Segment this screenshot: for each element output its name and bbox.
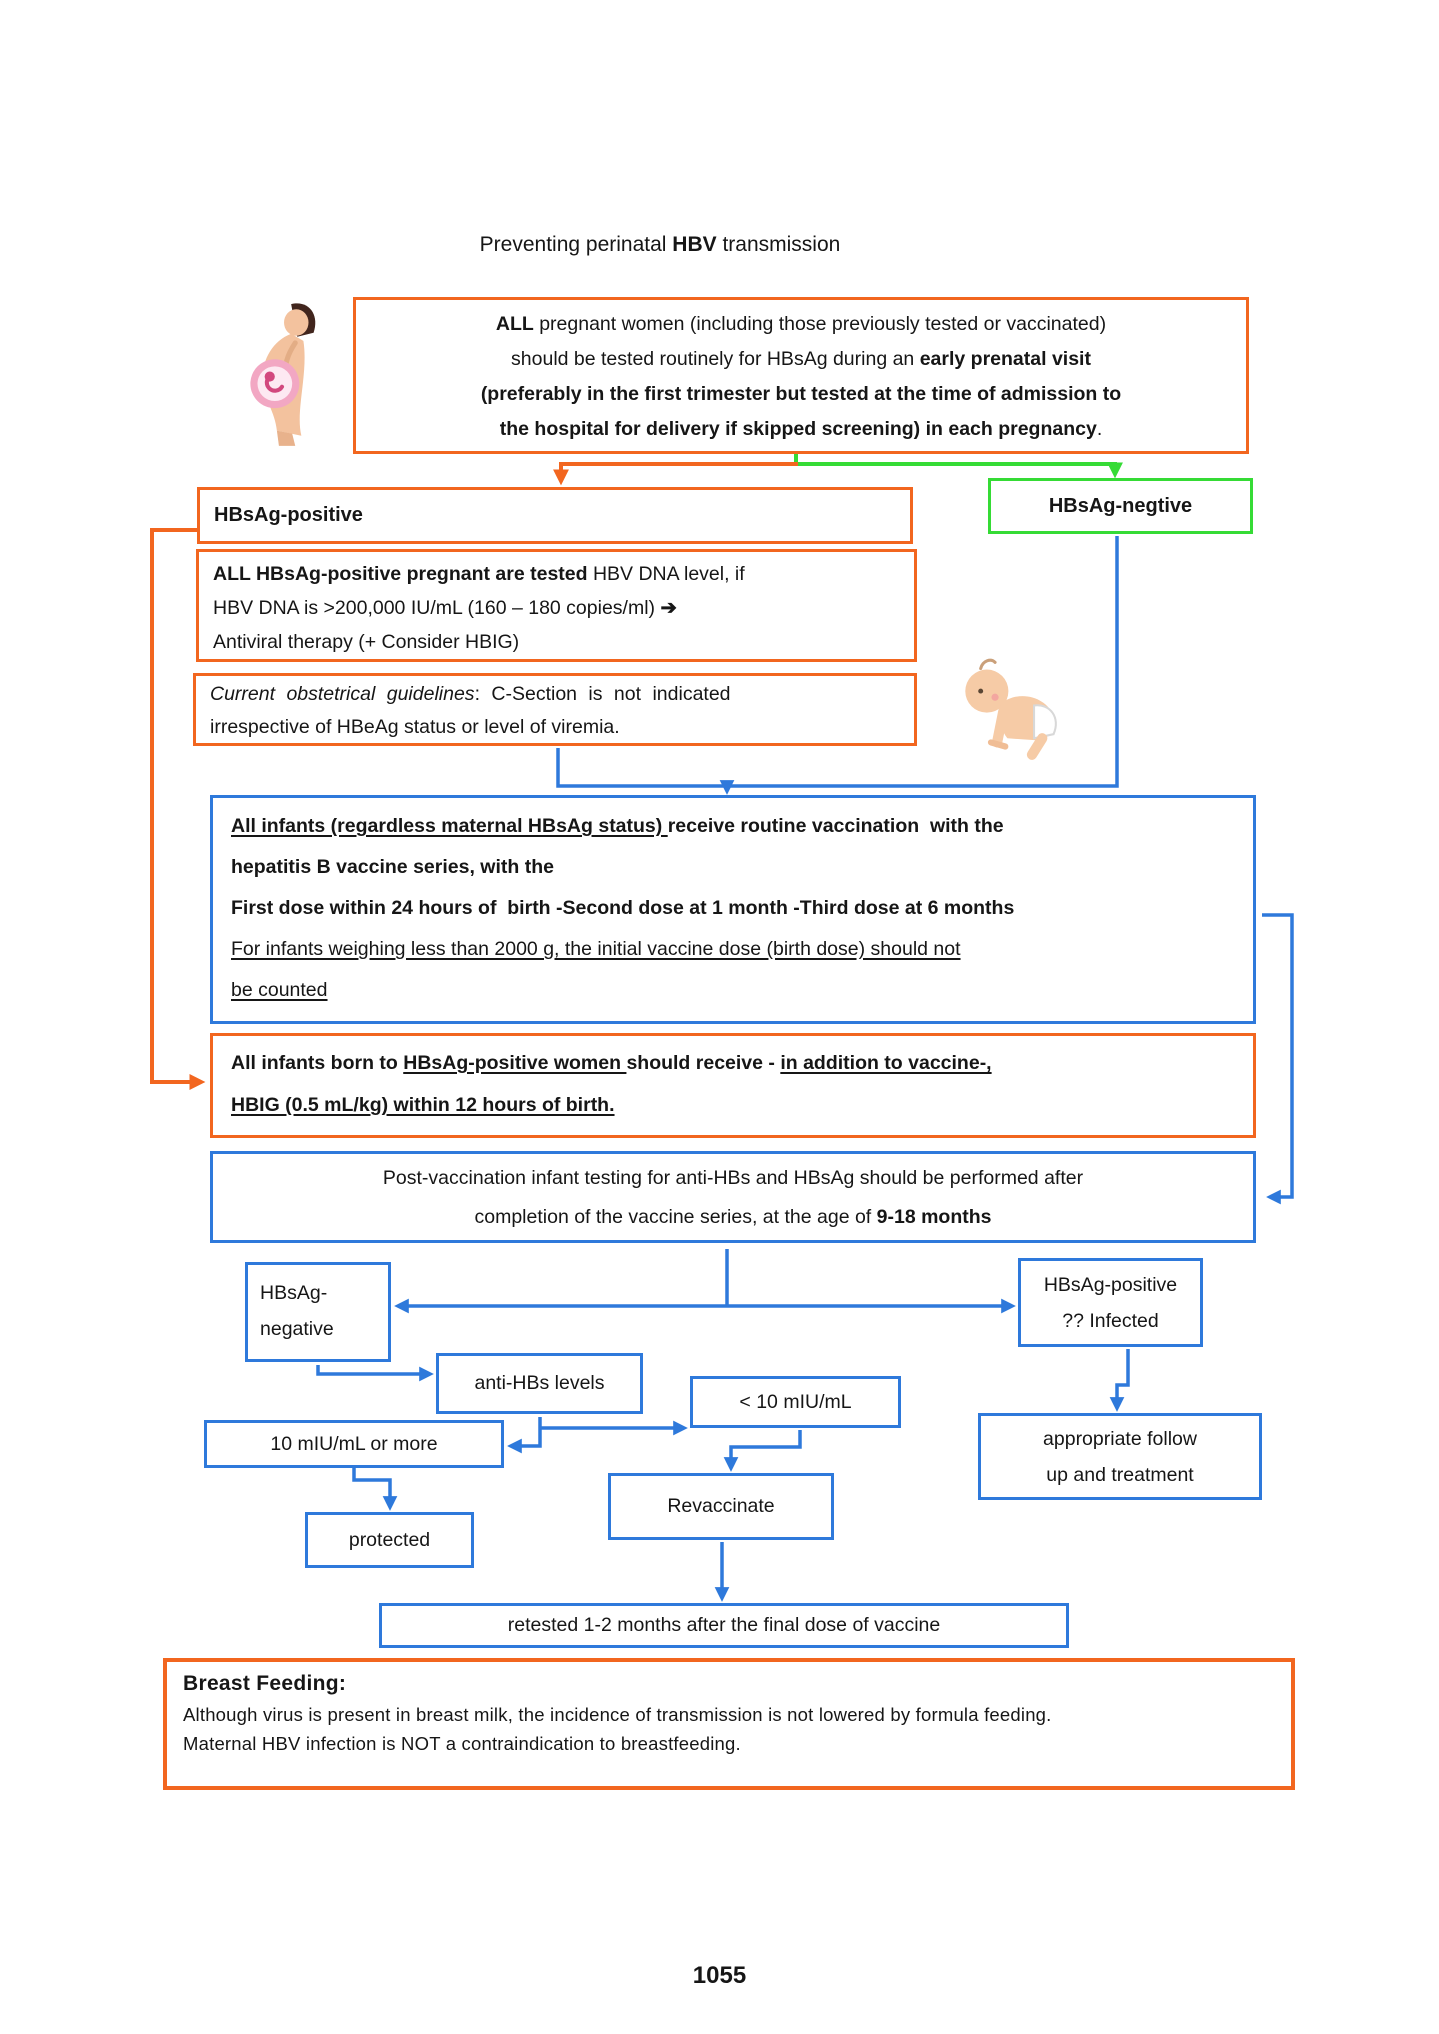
post-vaccination-box: Post-vaccination infant testing for anti-HBs and HBsAg should be performed after completion of the vaccine series, at the age of 9-18 months — [210, 1151, 1256, 1243]
connector-postvac-split — [400, 1249, 1010, 1306]
breast-feeding-box — [163, 1658, 1295, 1790]
ten-or-more-label: 10 mIU/mL or more — [270, 1433, 438, 1455]
less-than-ten-box — [690, 1376, 901, 1428]
connector-to-negative — [796, 451, 1115, 472]
retested-box — [379, 1603, 1069, 1648]
hbsag-positive-label: HBsAg-positive — [214, 504, 363, 526]
hbsag-negative-label: HBsAg-negtive — [1048, 495, 1193, 517]
anti-hbs-levels-label: anti-HBs levels — [474, 1372, 605, 1394]
connector-to-positive — [561, 464, 798, 479]
retested-label: retested 1-2 months after the final dose of vaccine — [507, 1614, 941, 1636]
revaccinate-box — [608, 1473, 834, 1540]
connector-to-followup — [1117, 1349, 1128, 1406]
ten-or-more-box — [204, 1420, 504, 1468]
connector-antihbs-branches — [513, 1417, 682, 1446]
connector-vaccination-to-postvac — [1262, 915, 1292, 1197]
dna-testing-box: ALL HBsAg-positive pregnant are tested HBV DNA level, if HBV DNA is >200,000 IU/mL (160 – 180 copies/ml) ➔ Antiviral therapy (+ Consider HBIG) — [196, 549, 917, 662]
breast-feeding-text: Although virus is present in breast milk, the incidence of transmission is not lowered by formula feeding. Maternal HBV infection is NOT a contraindication to breastfeeding. — [183, 1704, 1052, 1754]
crawling-baby-illustration — [955, 648, 1070, 766]
anti-hbs-levels-box — [436, 1353, 643, 1414]
page-number: 1055 — [692, 1962, 747, 1989]
breast-feeding-heading: Breast Feeding: — [183, 1672, 347, 1695]
infant-vaccination-box: All infants (regardless maternal HBsAg status) receive routine vaccination with the hepatitis B vaccine series, with the First dose within 24 hours of birth -Second dose at 1 month -Third dose at 6 months For infants weighing less than 2000 g, the initial vaccine dose (birth dose) should not be counted — [210, 795, 1256, 1024]
protected-label: protected — [348, 1529, 431, 1551]
connector-to-revaccinate — [731, 1430, 800, 1466]
result-positive-box: HBsAg-positive ?? Infected — [1018, 1258, 1203, 1347]
revaccinate-label: Revaccinate — [667, 1495, 775, 1517]
result-negative-box: HBsAg- negative — [245, 1262, 391, 1362]
protected-box — [305, 1512, 474, 1568]
hbsag-negative-box — [988, 478, 1253, 534]
follow-up-box: appropriate follow up and treatment — [978, 1413, 1262, 1500]
pregnant-woman-illustration — [232, 300, 334, 448]
page-title: Preventing perinatal HBV transmission — [479, 233, 841, 256]
screening-box: ALL pregnant women (including those previously tested or vaccinated) should be tested routinely for HBsAg during an early prenatal visit (preferably in the first trimester but tested at the time of admission to the hospital for delivery if skipped screening) in each pregnancy. — [353, 297, 1249, 454]
less-than-ten-label: < 10 mIU/mL — [739, 1391, 852, 1413]
hbig-box: All infants born to HBsAg-positive women should receive - in addition to vaccine-, HBIG (0.5 mL/kg) within 12 hours of birth. — [210, 1033, 1256, 1138]
obstetrical-guidelines-box: Current obstetrical guidelines: C-Section is not indicated irrespective of HBeAg status or level of viremia. — [193, 673, 917, 746]
connector-negative-to-antihbs — [318, 1365, 428, 1374]
connector-to-protected — [354, 1468, 390, 1505]
connector-positive-to-hbig — [152, 530, 199, 1082]
hbsag-positive-box — [197, 487, 913, 544]
